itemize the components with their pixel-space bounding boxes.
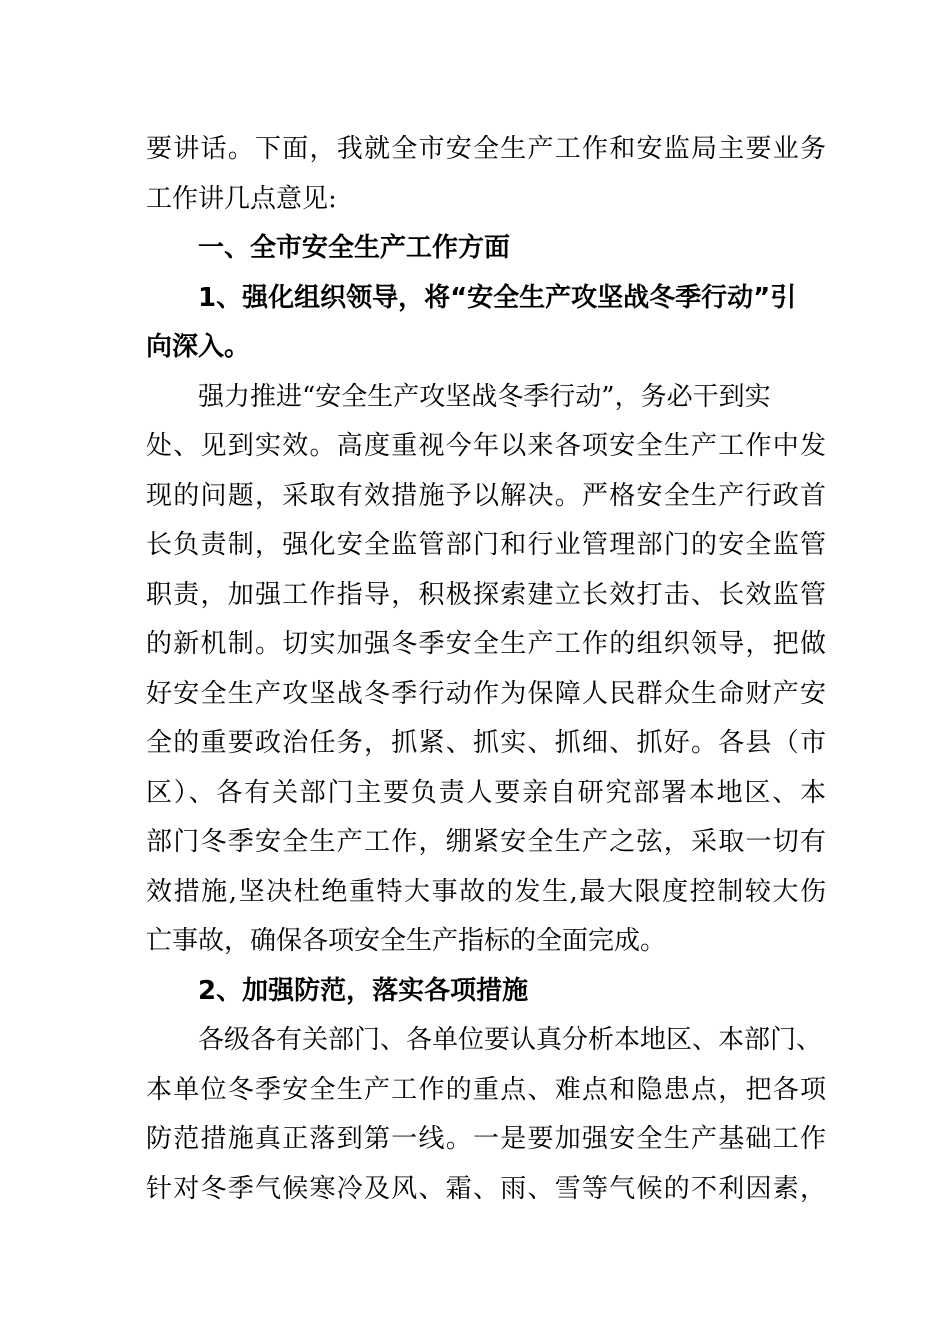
paragraph-line: 全的重要政治任务，抓紧、抓实、抓细、抓好。各县（市 [146,728,826,758]
paragraph-line: 的新机制。切实加强冬季安全生产工作的组织领导，把做 [146,629,826,659]
paragraph-line: 防范措施真正落到第一线。一是要加强安全生产基础工作 [146,1124,826,1154]
paragraph-line: 针对冬季气候寒冷及风、霜、雨、雪等气候的不利因素， [146,1173,826,1204]
paragraph-line: 强力推进“安全生产攻坚战冬季行动”，务必干到实 [198,381,771,412]
paragraph-line: 工作讲几点意见: [146,183,337,214]
subsection-heading-continued: 向深入。 [146,332,251,362]
paragraph-line: 要讲话。下面，我就全市安全生产工作和安监局主要业务 [146,134,826,164]
paragraph-line: 效措施,坚决杜绝重特大事故的发生,最大限度控制较大伤 [146,876,826,907]
paragraph-line: 区）、各有关部门主要负责人要亲自研究部署本地区、本 [146,777,826,808]
paragraph-line: 长负责制，强化安全监管部门和行业管理部门的安全监管 [146,530,826,560]
paragraph-line: 部门冬季安全生产工作，绷紧安全生产之弦，采取一切有 [146,827,826,857]
subsection-heading: 2、加强防范，落实各项措施 [198,975,529,1006]
section-heading: 一、全市安全生产工作方面 [198,233,511,263]
subsection-heading: 1、强化组织领导，将“安全生产攻坚战冬季行动”引 [198,282,797,313]
paragraph-line: 亡事故，确保各项安全生产指标的全面完成。 [146,926,667,956]
document-body [146,125,826,1214]
paragraph-line: 各级各有关部门、各单位要认真分析本地区、本部门、 [198,1025,823,1055]
paragraph-line: 好安全生产攻坚战冬季行动作为保障人民群众生命财产安 [146,678,826,709]
paragraph-line: 职责，加强工作指导，积极探索建立长效打击、长效监管 [146,579,826,610]
paragraph-line: 本单位冬季安全生产工作的重点、难点和隐患点，把各项 [146,1074,826,1105]
paragraph-line: 处、见到实效。高度重视今年以来各项安全生产工作中发 [146,431,826,461]
paragraph-line: 现的问题，采取有效措施予以解决。严格安全生产行政首 [146,480,826,511]
